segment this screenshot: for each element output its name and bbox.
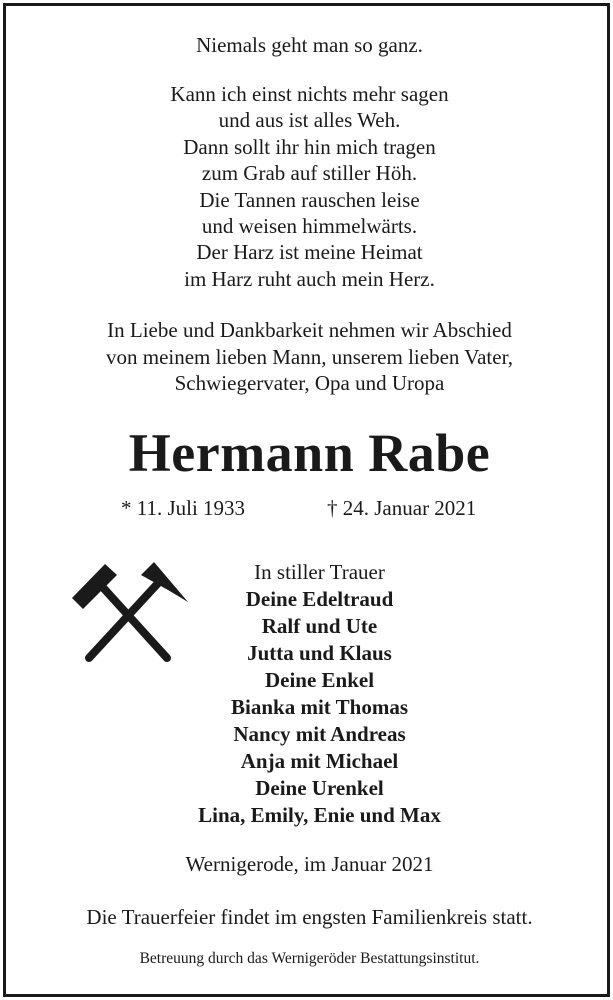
poem-line: Kann ich einst nichts mehr sagen xyxy=(170,82,449,106)
mourner: Deine Edeltraud xyxy=(245,587,394,611)
intro-line: In Liebe und Dankbarkeit nehmen wir Abschied xyxy=(107,318,512,342)
mourners-heading: In stiller Trauer xyxy=(254,560,385,584)
mourner: Deine Urenkel xyxy=(255,776,384,800)
obituary-frame xyxy=(3,3,610,997)
mourner: Bianka mit Thomas xyxy=(231,695,408,719)
poem-line: und aus ist alles Weh. xyxy=(218,108,401,132)
mourner: Ralf und Ute xyxy=(261,614,378,638)
poem-line: Die Tannen rauschen leise xyxy=(199,188,420,212)
poem-line: Dann sollt ihr hin mich tragen xyxy=(183,135,436,159)
motto: Niemals geht man so ganz. xyxy=(196,33,423,57)
birth-date: * 11. Juli 1933 xyxy=(121,496,246,520)
mourner: Lina, Emily, Enie und Max xyxy=(198,803,441,827)
poem-line: im Harz ruht auch mein Herz. xyxy=(184,267,435,291)
intro-line: Schwiegervater, Opa und Uropa xyxy=(174,371,445,395)
poem-line: zum Grab auf stiller Höh. xyxy=(201,161,418,185)
poem-line: Der Harz ist meine Heimat xyxy=(196,240,423,264)
mourner: Nancy mit Andreas xyxy=(233,722,406,746)
death-date: † 24. Januar 2021 xyxy=(327,496,477,520)
mourner: Anja mit Michael xyxy=(240,749,399,773)
deceased-name: Hermann Rabe xyxy=(128,423,491,483)
undertaker-note: Betreuung durch das Wernigeröder Bestattungsinstitut. xyxy=(139,950,480,967)
place-date: Wernigerode, im Januar 2021 xyxy=(185,852,434,876)
mourner: Jutta und Klaus xyxy=(247,641,392,665)
poem-line: und weisen himmelwärts. xyxy=(201,214,418,238)
intro-line: von meinem lieben Mann, unserem lieben Vater, xyxy=(106,345,513,369)
funeral-note: Die Trauerfeier findet im engsten Familienkreis statt. xyxy=(86,905,533,929)
mourner: Deine Enkel xyxy=(264,668,375,692)
